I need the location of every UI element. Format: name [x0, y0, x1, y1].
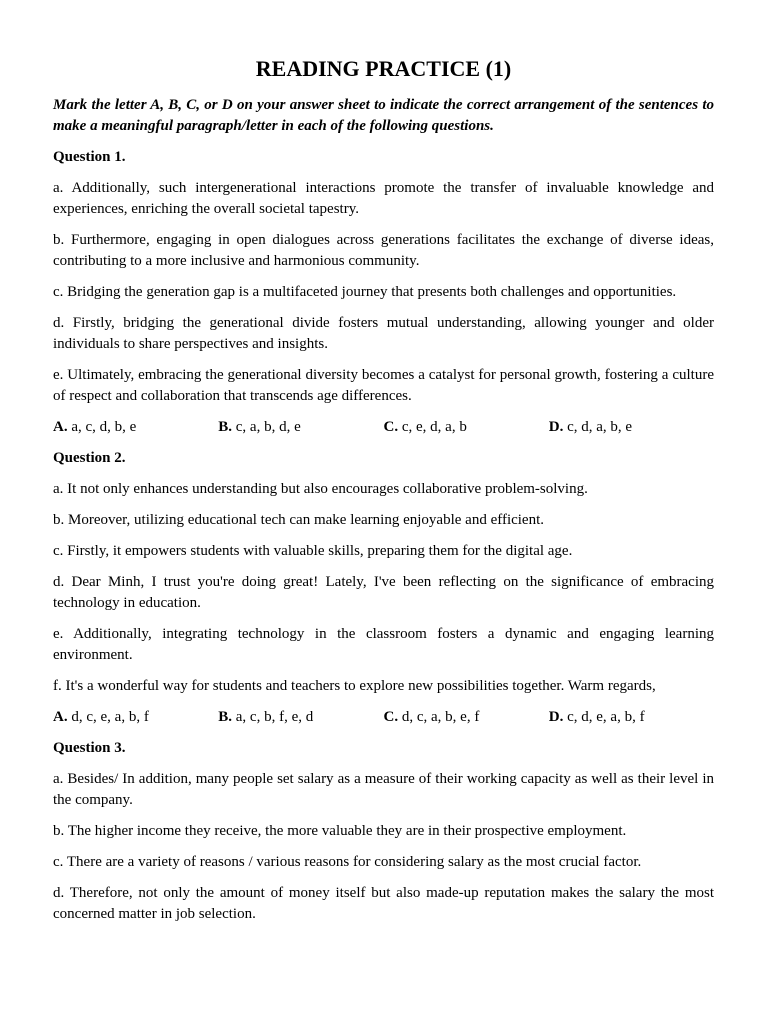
option-letter: C. [383, 709, 399, 725]
question-label: Question 3. [53, 740, 126, 756]
option-a[interactable] [53, 707, 218, 728]
question-3 [53, 738, 714, 925]
option-b[interactable] [218, 417, 383, 438]
answer-options [53, 417, 714, 438]
sentence-b: b. Moreover, utilizing educational tech can make learning enjoyable and efficient. [53, 512, 545, 528]
option-text: a, c, d, b, e [71, 419, 137, 435]
sentence-b: b. Furthermore, engaging in open dialogues across generations facilitates the exchange of diverse ideas, contributing to a more inclusive and harmonious community. [53, 232, 714, 269]
sentence-a: a. Besides/ In addition, many people set salary as a measure of their working capacity as well as their level in the company. [53, 771, 714, 808]
option-d[interactable] [549, 417, 714, 438]
sentence-d: d. Firstly, bridging the generational divide fosters mutual understanding, allowing younger and older individuals to share perspectives and insights. [53, 315, 714, 352]
question-2 [53, 448, 714, 728]
option-text: c, d, a, b, e [567, 419, 633, 435]
answer-options [53, 707, 714, 728]
sentence-a: a. Additionally, such intergenerational interactions promote the transfer of invaluable knowledge and experiences, enriching the overall societal tapestry. [53, 180, 714, 217]
sentence-d: d. Therefore, not only the amount of money itself but also made-up reputation makes the salary the most concerned matter in job selection. [53, 885, 714, 922]
option-c[interactable] [384, 707, 549, 728]
sentence-c: c. Firstly, it empowers students with valuable skills, preparing them for the digital age. [53, 543, 573, 559]
option-b[interactable] [218, 707, 383, 728]
sentence-d: d. Dear Minh, I trust you're doing great! Lately, I've been reflecting on the significance of embracing technology in education. [53, 574, 714, 611]
option-letter: B. [218, 419, 233, 435]
option-text: c, a, b, d, e [235, 419, 301, 435]
option-letter: A. [53, 419, 68, 435]
option-d[interactable] [549, 707, 714, 728]
sentence-e: e. Additionally, integrating technology in the classroom fosters a dynamic and engaging learning environment. [53, 626, 714, 663]
question-label: Question 1. [53, 149, 126, 165]
sentence-c: c. There are a variety of reasons / various reasons for considering salary as the most crucial factor. [53, 854, 642, 870]
option-text: c, d, e, a, b, f [567, 709, 645, 725]
option-letter: D. [548, 419, 564, 435]
option-c[interactable] [384, 417, 549, 438]
question-1 [53, 147, 714, 438]
sentence-c: c. Bridging the generation gap is a multifaceted journey that presents both challenges and opportunities. [53, 284, 677, 300]
sentence-a: a. It not only enhances understanding but also encourages collaborative problem-solving. [53, 481, 588, 497]
page-title: READING PRACTICE (1) [255, 56, 512, 81]
option-letter: C. [383, 419, 399, 435]
sentence-f: f. It's a wonderful way for students and teachers to explore new possibilities together. Warm regards, [53, 678, 656, 694]
question-label: Question 2. [53, 450, 126, 466]
option-text: d, c, a, b, e, f [401, 709, 480, 725]
option-letter: D. [548, 709, 564, 725]
option-letter: A. [53, 709, 68, 725]
document-page [53, 55, 714, 935]
sentence-b: b. The higher income they receive, the more valuable they are in their prospective employment. [53, 823, 627, 839]
sentence-e: e. Ultimately, embracing the generational diversity becomes a catalyst for personal growth, fostering a culture of respect and collaboration that transcends age differences. [53, 367, 714, 404]
instructions: Mark the letter A, B, C, or D on your answer sheet to indicate the correct arrangement of the sentences to make a meaningful paragraph/letter in each of the following questions. [53, 97, 714, 134]
option-text: a, c, b, f, e, d [235, 709, 314, 725]
option-text: c, e, d, a, b [401, 419, 467, 435]
option-text: d, c, e, a, b, f [71, 709, 149, 725]
option-letter: B. [218, 709, 233, 725]
option-a[interactable] [53, 417, 218, 438]
